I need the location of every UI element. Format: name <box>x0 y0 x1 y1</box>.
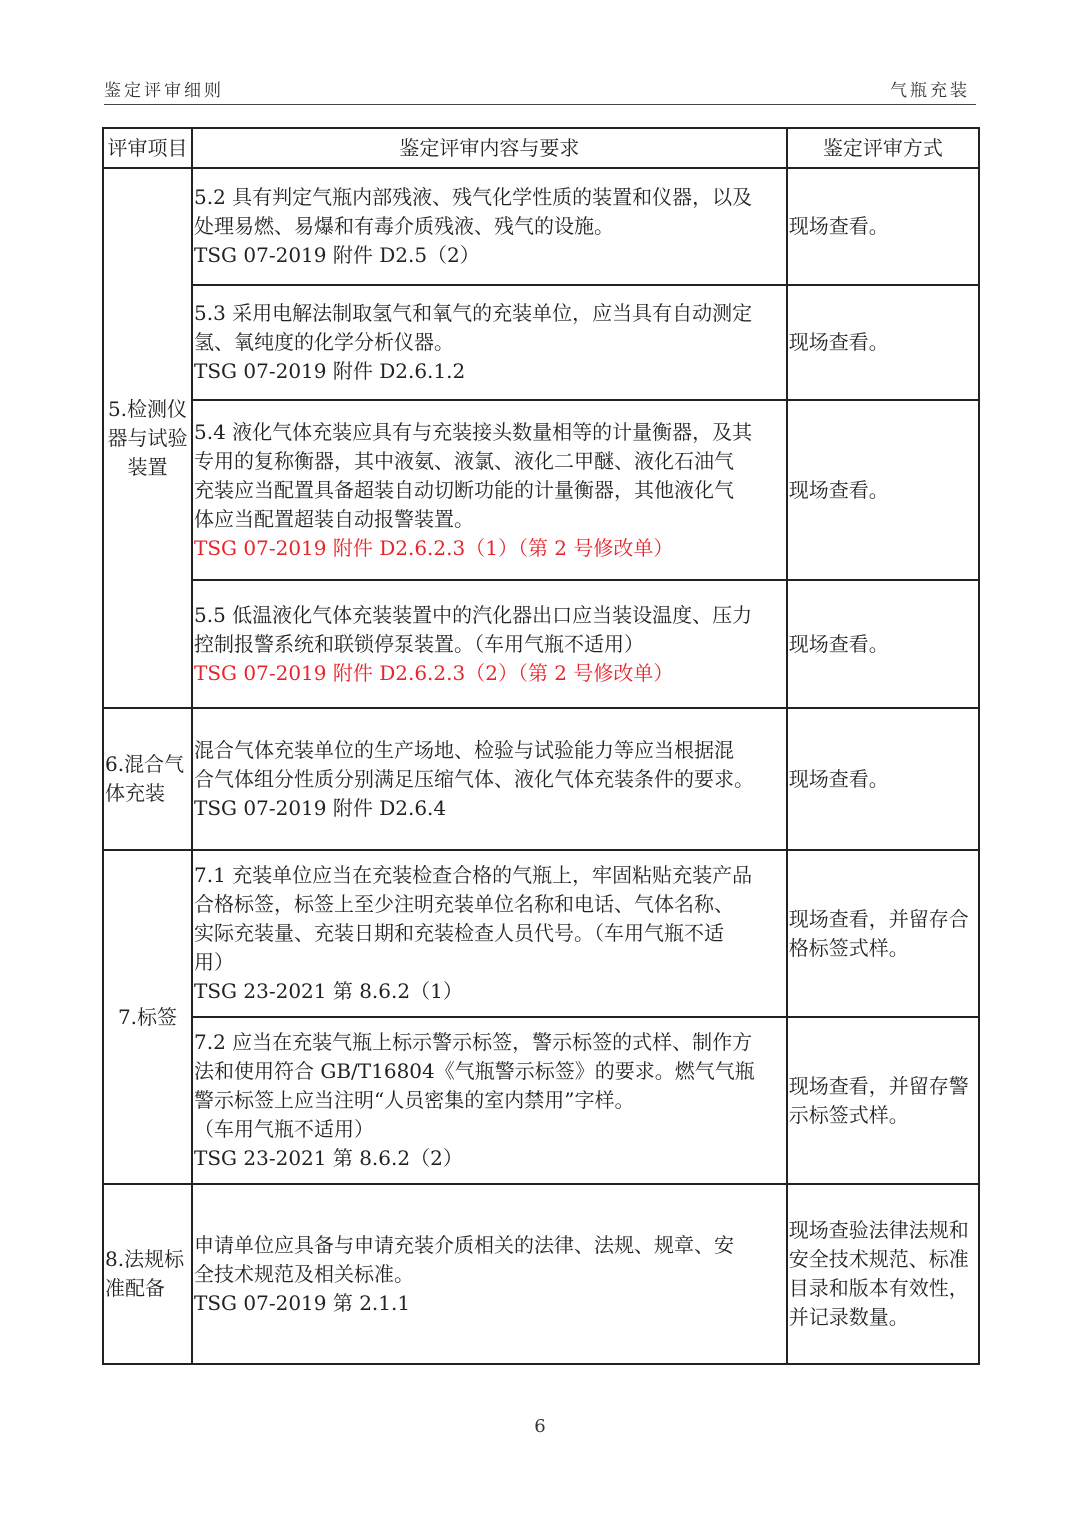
content-line: 氢、氧纯度的化学分析仪器。 <box>194 330 455 354</box>
content-line: TSG 07-2019 附件 D2.6.4 <box>194 795 447 820</box>
content-cell <box>192 580 787 708</box>
content-line: 实际充装量、充装日期和充装检查人员代号。（车用气瓶不适 <box>194 921 725 945</box>
column-header-content: 鉴定评审内容与要求 <box>192 128 787 168</box>
method-cell: 现场查看。 <box>787 168 979 285</box>
method-cell: 现场查看，并留存警示标签式样。 <box>787 1017 979 1184</box>
section-item-6: 6.混合气体充装 <box>103 708 192 850</box>
table-row <box>103 1184 979 1364</box>
header-right-title: 气瓶充装 <box>890 81 970 101</box>
page-header <box>104 72 976 105</box>
evaluation-table <box>102 127 980 1365</box>
amendment-reference: TSG 07-2019 附件 D2.6.2.3（2）（第 2 号修改单） <box>194 660 674 685</box>
table-row <box>103 850 979 1017</box>
content-line: 混合气体充装单位的生产场地、检验与试验能力等应当根据混 <box>194 737 735 762</box>
table-row <box>103 168 979 285</box>
content-line: TSG 07-2019 第 2.1.1 <box>194 1290 411 1315</box>
content-line: 警示标签上应当注明“人员密集的室内禁用”字样。 <box>194 1088 635 1112</box>
amendment-reference: TSG 07-2019 附件 D2.6.2.3（1）（第 2 号修改单） <box>194 535 674 560</box>
content-line: 专用的复称衡器，其中液氨、液氯、液化二甲醚、液化石油气 <box>194 448 735 473</box>
content-line: 体应当配置超装自动报警装置。 <box>194 506 475 531</box>
content-cell <box>192 400 787 580</box>
content-line: 控制报警系统和联锁停泵装置。（车用气瓶不适用） <box>194 631 645 656</box>
table-row <box>103 1017 979 1184</box>
column-header-item: 评审项目 <box>103 128 192 168</box>
method-cell: 现场查看，并留存合格标签式样。 <box>787 850 979 1017</box>
content-cell <box>192 1184 787 1364</box>
content-line: TSG 07-2019 附件 D2.5（2） <box>194 243 480 267</box>
section-item-5: 5.检测仪器与试验装置 <box>103 168 192 708</box>
content-cell <box>192 1017 787 1184</box>
table-row <box>103 285 979 400</box>
method-cell: 现场查看。 <box>787 285 979 400</box>
content-line: 用） <box>194 950 235 974</box>
content-line: 充装应当配置具备超装自动切断功能的计量衡器，其他液化气 <box>194 477 735 502</box>
content-line: TSG 07-2019 附件 D2.6.1.2 <box>194 359 466 383</box>
section-item-8: 8.法规标准配备 <box>103 1184 192 1364</box>
method-cell: 现场查看。 <box>787 708 979 850</box>
content-line: 7.2 应当在充装气瓶上标示警示标签，警示标签的式样、制作方 <box>194 1030 753 1054</box>
method-cell: 现场查看。 <box>787 400 979 580</box>
content-line: （车用气瓶不适用） <box>194 1117 375 1141</box>
content-line: 7.1 充装单位应当在充装检查合格的气瓶上，牢固粘贴充装产品 <box>194 863 753 887</box>
method-cell: 现场查看。 <box>787 580 979 708</box>
content-line: 5.4 液化气体充装应具有与充装接头数量相等的计量衡器，及其 <box>194 419 753 444</box>
content-cell <box>192 708 787 850</box>
content-line: 处理易燃、易爆和有毒介质残液、残气的设施。 <box>194 214 615 238</box>
content-cell <box>192 850 787 1017</box>
table-row <box>103 708 979 850</box>
content-line: 5.5 低温液化气体充装装置中的汽化器出口应当装设温度、压力 <box>194 602 753 627</box>
content-line: 5.3 采用电解法制取氢气和氧气的充装单位，应当具有自动测定 <box>194 301 753 325</box>
section-item-7: 7.标签 <box>103 850 192 1184</box>
content-line: 法和使用符合 GB/T16804《气瓶警示标签》的要求。燃气气瓶 <box>194 1059 755 1083</box>
content-line: TSG 23-2021 第 8.6.2（1） <box>194 979 463 1003</box>
content-line: 合格标签，标签上至少注明充装单位名称和电话、气体名称、 <box>194 892 735 916</box>
content-cell <box>192 285 787 400</box>
table-header-row <box>103 128 979 168</box>
header-left-title: 鉴定评审细则 <box>104 81 224 101</box>
table-row <box>103 400 979 580</box>
content-line: TSG 23-2021 第 8.6.2（2） <box>194 1146 463 1170</box>
column-header-method: 鉴定评审方式 <box>787 128 979 168</box>
content-line: 合气体组分性质分别满足压缩气体、液化气体充装条件的要求。 <box>194 766 755 791</box>
content-line: 申请单位应具备与申请充装介质相关的法律、法规、规章、安 <box>194 1232 735 1257</box>
page-number: 6 <box>534 1416 546 1437</box>
method-cell: 现场查验法律法规和安全技术规范、标准目录和版本有效性，并记录数量。 <box>787 1184 979 1364</box>
content-line: 5.2 具有判定气瓶内部残液、残气化学性质的装置和仪器，以及 <box>194 185 753 209</box>
content-cell <box>192 168 787 285</box>
content-line: 全技术规范及相关标准。 <box>194 1261 415 1286</box>
table-row <box>103 580 979 708</box>
